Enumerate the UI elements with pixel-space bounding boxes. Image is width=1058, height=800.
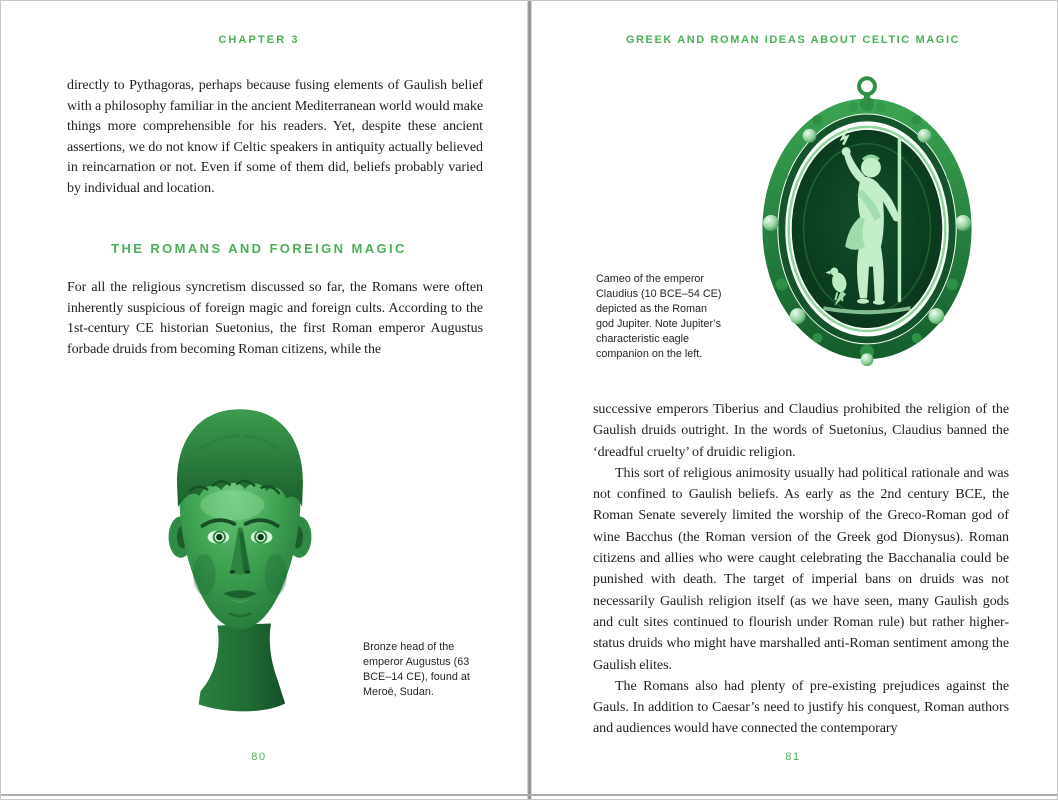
cameo-illustration xyxy=(758,72,976,366)
page-number-right: 81 xyxy=(785,751,801,763)
body-text-block xyxy=(593,399,1009,740)
figure-caption: Bronze head of the emperor Augustus (63 BCE–14 CE), found at Meroë, Sudan. xyxy=(363,641,470,698)
body-paragraph: For all the religious syncretism discussed so far, the Romans were often inherently suspicious of foreign magic and foreign cults. According to the 1st-century CE historian Suetonius, the first Roman emperor Augustus forbade druids from becoming Roman citizens, while the xyxy=(67,280,483,357)
page-number-left: 80 xyxy=(251,751,267,763)
claudius-cameo-image xyxy=(758,72,976,366)
augustus-head-illustration xyxy=(146,389,334,719)
running-head-right: GREEK AND ROMAN IDEAS ABOUT CELTIC MAGIC xyxy=(625,34,961,46)
page-right xyxy=(532,1,1058,799)
neck-bust xyxy=(199,624,285,712)
page-bottom-edge xyxy=(1,794,1057,796)
body-paragraph-continuation: directly to Pythagoras, perhaps because fusing elements of Gaulish belief with a philosophy familiar in the ancient Mediterranean world would make things more comprehensible for his readers. Yet, despite these ancient assertions, we do not know if Celtic speakers in antiquity actually believed in reincarnation or not. Even if some of them did, beliefs probably varied by individual and location. xyxy=(67,78,483,196)
body-paragraph-continuation: successive emperors Tiberius and Claudius prohibited the religion of the Gaulish druids outright. In the words of Suetonius, Claudius banned the ‘dreadful cruelty’ of druidic religion. xyxy=(593,402,1009,460)
figure-caption: Cameo of the emperor Claudius (10 BCE–54 CE) depicted as the Roman god Jupiter. Note Jupiter’s characteristic eagle companion on the left. xyxy=(596,273,722,360)
body-paragraph: This sort of religious animosity usually had political rationale and was not confined to Gaulish beliefs. As early as the 2nd century BCE, the Roman Senate severely limited the worship of the Greco-Roman god of wine Bacchus (the Roman version of the Greek god Dionysus). Roman citizens and allies who were caught celebrating the Bacchanalia could be punished with death. The target of imperial bans on druids was not necessarily Gaulish religion itself (as we have seen, many Gaulish gods and cult sites continued to flourish under Roman rule) but rather higher-status druids who might have marshalled anti-Roman sentiment among the Gaulish elites. xyxy=(593,465,1009,673)
augustus-bronze-head-image xyxy=(146,389,334,719)
body-paragraph: The Romans also had plenty of pre-existing prejudices against the Gauls. In addition to Caesar’s need to justify his conquest, Roman authors and audiences would have connected the contemporary xyxy=(593,678,1009,737)
section-heading: THE ROMANS AND FOREIGN MAGIC xyxy=(111,241,407,256)
page-left xyxy=(1,1,529,799)
running-head-left: CHAPTER 3 xyxy=(218,34,300,46)
